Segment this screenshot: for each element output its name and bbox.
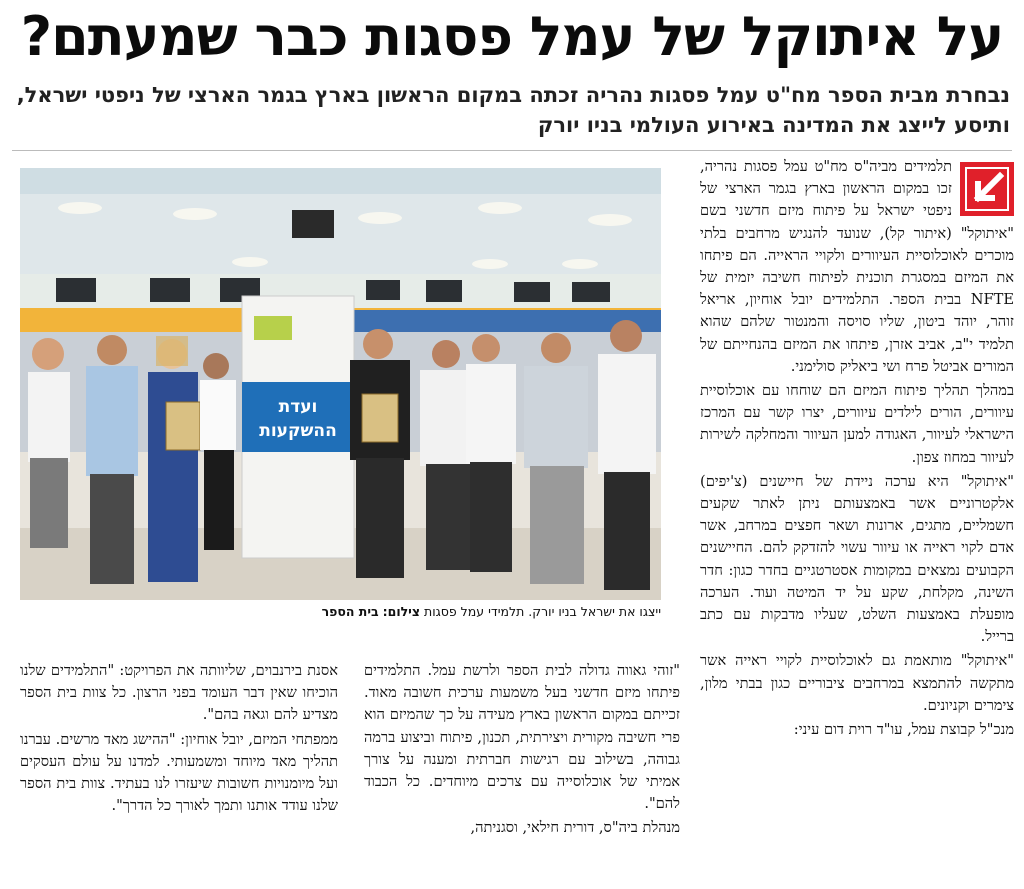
photo-caption	[20, 604, 661, 619]
headline: על איתוקל של עמל פסגות כבר שמעתם?	[20, 5, 1004, 68]
paragraph: תלמידים מביה"ס מח"ט עמל פסגות נהריה, זכו במקום הראשון בארץ בגמר הארצי של ניפטי ישראל על פיתוח מיזם חדשני בשם "איתוקל" (איתור קל), שנועד להנגיש מרחבים בלתי מוכרים לאוכלוסיית העיוורים ולקויי הראייה. הם פיתחו את המיזם במסגרת תוכנית לפיתוח חשיבה יזמית של NFTE בבית הספר. התלמידים יובל אוחיון, אריאל זוהר, יוהד ביטון, שליו סויסה והמנטור שלהם שהוא תלמיד י"ב, אביב אזרן, פיתחו את המיזם בהנחייתם של המורים אביטל פרח ושי ביאליק סולימני.	[700, 158, 1014, 375]
photo-credit-label: צילום:	[382, 604, 421, 619]
article-column-middle	[364, 660, 680, 884]
divider	[12, 150, 1012, 151]
paragraph: "איתוקל" מותאמת גם לאוכלוסיית לקויי ראייה אשר מתקשה להתמצא במרחבים ציבוריים כגון בבתי מלון, צימרים וקניונים.	[700, 652, 1014, 714]
caption-text: ייצגו את ישראל בניו יורק. תלמידי עמל פסגות	[424, 604, 661, 619]
subheadline	[12, 80, 1010, 140]
paragraph: מנהלת ביה"ס, דורית חילאי, וסגניתה,	[470, 819, 680, 837]
paragraph: אסנת בירנבוים, שליוותה את הפרויקט: "התלמידים שלנו הוכיחו שאין דבר העומד בפני הרצון. כל צוות בית הספר מצדיע להם וגאה בהם".	[20, 662, 338, 724]
group-photo	[20, 168, 661, 600]
paragraph: מנכ"ל קבוצת עמל, עו"ד רוית דום עיני:	[793, 721, 1014, 739]
article-column-right	[700, 156, 1014, 884]
paragraph: ממפתחי המיזם, יובל אוחיון: "ההישג מאד מרשים. עברנו תהליך מאד מיוחד ומשמעותי. למדנו על עולם העסקים ועל מיומנויות חשובות שיעזרו לנו בעתיד. צוות בית הספר שלנו עודד אותנו ותמך לאורך כל הדרך".	[20, 730, 338, 815]
subheadline-line-1: נבחרת מבית הספר מח"ט עמל פסגות נהריה זכתה במקום הראשון בארץ בגמר הארצי של ניפטי ישראל,	[16, 83, 1010, 107]
paragraph: "זוהי גאווה גדולה לבית הספר ולרשת עמל. התלמידים פיתחו מיזם חדשני בעל משמעות ערכית חשובה מאוד. זכייתם במקום הראשון בארץ מעידה על כך שהמיזם הוא פרי חשיבה מקורית ויצירתית, תכנון, פיתוח וביצוע ברמה גבוהה, בשילוב עם רגישות חברתית ומענה על צורך אמיתי של אוכלוסייה עם צרכים מיוחדים. כל הכבוד להם".	[364, 662, 680, 813]
group-photo-illustration	[20, 168, 661, 600]
subheadline-line-2: ותיסע לייצג את המדינה באירוע העולמי בניו יורק	[537, 113, 1010, 137]
article-column-left	[20, 660, 338, 884]
arrow-down-left-icon	[960, 162, 1014, 216]
paragraph: במהלך תהליך פיתוח המיזם הם שוחחו עם אוכלוסיית עיוורים, הורים לילדים עיוורים, יצרו קשר עם המרכז הישראלי לעיוור, האגודה למען העיוור והמחלקה לשירות לעיוור במחוז צפון.	[700, 382, 1014, 466]
banner-text-line-2: ההשקעות	[259, 421, 337, 441]
paragraph: "איתוקל" היא ערכה ניידת של חיישנים (צ'יפים) אלקטרוניים אשר באמצעותם ניתן לאתר שקעים חשמליים, מתגים, ארונות ושאר חפצים במרחב, אשר אדם לקוי ראייה או עיוור עשוי להזדקק להם. החיישנים הקבועים נמצאים במקומות אסטרטגיים בחדר כגון: חדר השינה, מקלחת, שקע על יד המיטה ועוד. הערכה מופעלת באמצעות השלט, שעליו מדבקות עם כתב ברייל.	[700, 472, 1014, 646]
photo-credit: בית הספר	[321, 604, 379, 619]
banner-text-line-1: ועדת	[278, 397, 318, 417]
